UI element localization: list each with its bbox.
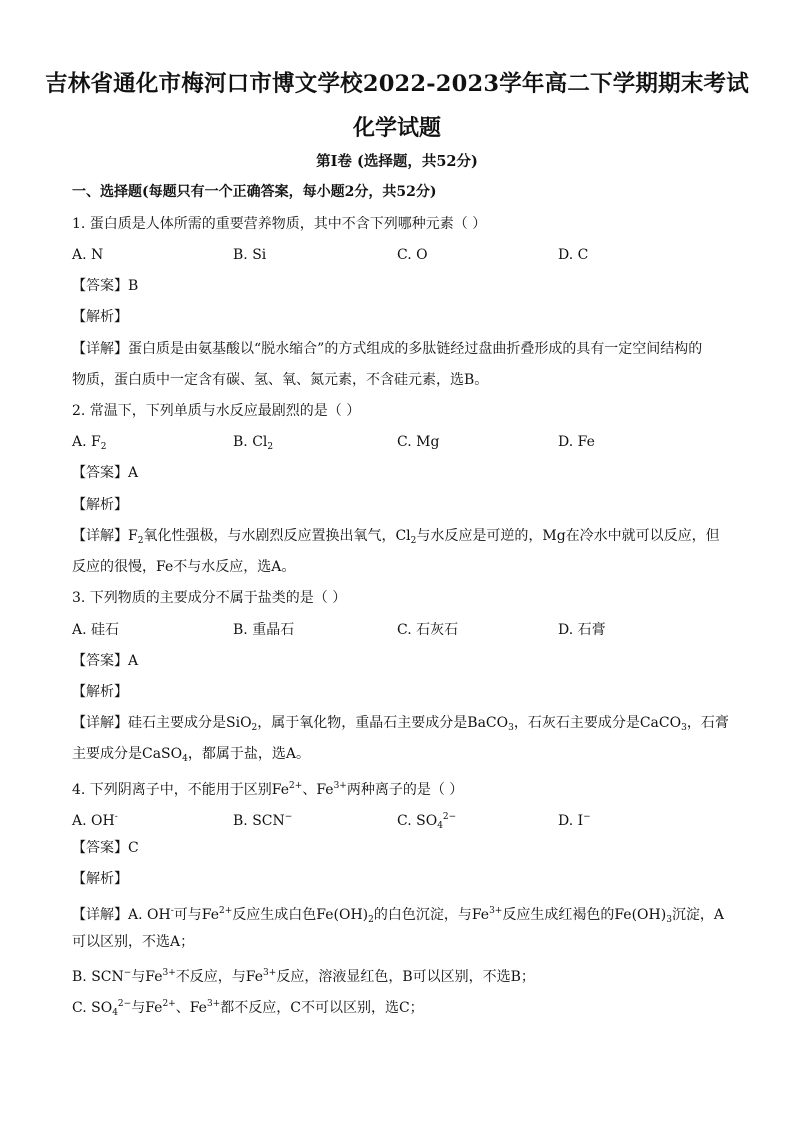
q4-detail-text: B. SCN xyxy=(72,969,124,985)
q2-stem: 2. 常温下，下列单质与水反应最剧烈的是（ ） xyxy=(72,403,361,419)
q4-detail-text: A. OH xyxy=(128,907,171,923)
subscript: 2 xyxy=(251,723,258,733)
q4-option-a xyxy=(72,808,118,830)
subscript: 2 xyxy=(100,442,107,452)
q4-stem-text: 4. 下列阴离子中，不能用于区别Fe xyxy=(72,782,290,798)
answer-label: 【答案】 xyxy=(72,465,128,481)
q1-stem: 1. 蛋白质是人体所需的重要营养物质，其中不含下列哪种元素（ ） xyxy=(72,216,487,232)
superscript: - xyxy=(170,906,174,916)
q4-option-b xyxy=(233,808,292,830)
q4-detail-text: 的白色沉淀，与Fe xyxy=(373,907,490,923)
q4-answer xyxy=(72,839,139,857)
q4-option-a-text: A. OH xyxy=(72,813,115,829)
q3-stem: 3. 下列物质的主要成分不属于盐类的是（ ） xyxy=(72,590,347,606)
q2-option-b-text: B. Cl xyxy=(233,434,268,450)
q4-analysis-label: 【解析】 xyxy=(72,871,128,887)
q4-detail-text: 沉淀，A xyxy=(671,907,725,923)
q2-detail-line-2: 反应的很慢，Fe不与水反应，选A。 xyxy=(72,559,296,575)
superscript: 2− xyxy=(117,999,132,1009)
q4-option-c-text: C. SO xyxy=(397,813,438,829)
subscript: 4 xyxy=(112,1008,118,1018)
q1-analysis-label: 【解析】 xyxy=(72,309,128,325)
subscript: 2 xyxy=(410,536,417,546)
q1-answer-value: B xyxy=(128,278,139,294)
q2-detail-text: 氧化性强极，与水剧烈反应置换出氧气，Cl xyxy=(143,528,411,544)
subscript: 2 xyxy=(267,442,274,452)
q4-answer-value: C xyxy=(128,840,139,856)
superscript: 2+ xyxy=(162,999,176,1009)
q4-stem xyxy=(72,777,463,799)
superscript: − xyxy=(583,812,591,822)
volume-heading: 第Ⅰ卷 (选择题，共52分) xyxy=(316,153,478,170)
q3-analysis-label: 【解析】 xyxy=(72,684,128,700)
q3-option-c: C. 石灰石 xyxy=(397,622,459,638)
q4-stem-text: 两种离子的是（ ） xyxy=(346,782,464,798)
superscript: 3+ xyxy=(206,999,221,1009)
q2-detail-text: F xyxy=(128,528,138,544)
detail-label: 【详解】 xyxy=(72,341,128,357)
q2-option-a-text: A. F xyxy=(72,434,101,450)
subscript: 2 xyxy=(137,536,144,546)
answer-label: 【答案】 xyxy=(72,653,128,669)
q1-detail-line-1 xyxy=(72,340,702,358)
q2-answer xyxy=(72,464,138,482)
q4-detail-text: 可与Fe xyxy=(173,907,219,923)
q4-option-b-text: B. SCN xyxy=(233,813,285,829)
superscript: 3+ xyxy=(263,968,277,978)
q2-option-b xyxy=(233,433,273,456)
q3-detail-text: ，都属于盐，选A。 xyxy=(187,746,310,762)
q3-answer xyxy=(72,652,138,670)
q2-option-d: D. Fe xyxy=(558,434,595,450)
answer-label: 【答案】 xyxy=(72,278,128,294)
q3-option-d: D. 石膏 xyxy=(558,622,606,638)
q3-detail-text: 主要成分是CaSO xyxy=(72,746,183,762)
q4-detail-text: 不反应，与Fe xyxy=(175,969,264,985)
superscript: 2+ xyxy=(218,906,233,916)
q4-detail-line-1 xyxy=(72,902,724,929)
exam-title: 吉林省通化市梅河口市博文学校2022-2023学年高二下学期期末考试 xyxy=(45,71,749,97)
q2-analysis-label: 【解析】 xyxy=(72,497,128,513)
q2-option-c: C. Mg xyxy=(397,434,440,450)
q2-detail-text: 与水反应是可逆的，Mg在冷水中就可以反应，但 xyxy=(416,528,720,544)
q3-detail-text: 硅石主要成分是SiO xyxy=(128,715,252,731)
subscript: 3 xyxy=(681,723,687,733)
q4-option-c xyxy=(397,808,456,835)
q4-detail-line-4 xyxy=(72,995,424,1022)
superscript: 2+ xyxy=(289,781,303,791)
q3-answer-value: A xyxy=(128,653,139,669)
q4-detail-text: 反应生成红褐色的Fe(OH) xyxy=(502,907,667,923)
superscript: 3+ xyxy=(489,906,503,916)
superscript: − xyxy=(284,812,293,822)
subscript: 3 xyxy=(508,723,514,733)
q4-detail-text: 与Fe xyxy=(131,969,163,985)
q2-option-a xyxy=(72,433,106,456)
q3-detail-line-1 xyxy=(72,714,729,737)
q3-detail-text: ，属于氧化物，重晶石主要成分是BaCO xyxy=(257,715,509,731)
section-heading: 一、选择题(每题只有一个正确答案，每小题2分，共52分) xyxy=(72,184,437,200)
detail-label: 【详解】 xyxy=(72,715,128,731)
superscript: 2− xyxy=(442,812,457,822)
superscript: 3+ xyxy=(333,781,347,791)
superscript: - xyxy=(114,812,118,822)
q3-detail-text: ，石灰石主要成分是CaCO xyxy=(513,715,682,731)
subscript: 4 xyxy=(437,821,443,831)
subscript: 4 xyxy=(182,754,188,764)
q4-detail-line-2: 可以区别，不选A； xyxy=(72,934,195,950)
q3-option-b: B. 重晶石 xyxy=(233,622,295,638)
q4-detail-text: 与Fe xyxy=(131,1000,163,1016)
q2-answer-value: A xyxy=(128,465,139,481)
q4-detail-text: 反应，溶液显红色，B可以区别，不选B； xyxy=(276,969,535,985)
q1-option-a: A. N xyxy=(72,247,104,263)
q2-detail-line-1 xyxy=(72,527,720,550)
detail-label: 【详解】 xyxy=(72,528,128,544)
exam-subtitle: 化学试题 xyxy=(352,115,441,141)
superscript: 3+ xyxy=(162,968,176,978)
q4-detail-text: 反应生成白色Fe(OH) xyxy=(232,907,369,923)
q3-detail-line-2 xyxy=(72,745,310,768)
q4-option-d xyxy=(558,808,591,830)
q3-option-a: A. 硅石 xyxy=(72,622,120,638)
q4-detail-line-3 xyxy=(72,964,535,986)
q1-detail-line-2: 物质，蛋白质中一定含有碳、氢、氧、氮元素，不含硅元素，选B。 xyxy=(72,372,489,388)
q1-answer xyxy=(72,277,138,295)
q4-detail-text: C. SO xyxy=(72,1000,113,1016)
subscript: 2 xyxy=(368,915,374,925)
answer-label: 【答案】 xyxy=(72,840,128,856)
subscript: 3 xyxy=(666,915,672,925)
q4-detail-text: 、Fe xyxy=(175,1000,207,1016)
q1-detail-text-1: 蛋白质是由氨基酸以“脱水缩合”的方式组成的多肽链经过盘曲折叠形成的具有一定空间结构的 xyxy=(128,341,703,357)
q1-option-b: B. Si xyxy=(233,247,267,263)
q4-option-d-text: D. I xyxy=(558,813,584,829)
q3-detail-text: ，石膏 xyxy=(686,715,729,731)
q4-stem-text: 、Fe xyxy=(302,782,334,798)
detail-label: 【详解】 xyxy=(72,907,128,923)
superscript: − xyxy=(123,968,132,978)
q1-option-c: C. O xyxy=(397,247,428,263)
q1-option-d: D. C xyxy=(558,247,589,263)
q4-detail-text: 都不反应，C不可以区别，选C； xyxy=(220,1000,424,1016)
